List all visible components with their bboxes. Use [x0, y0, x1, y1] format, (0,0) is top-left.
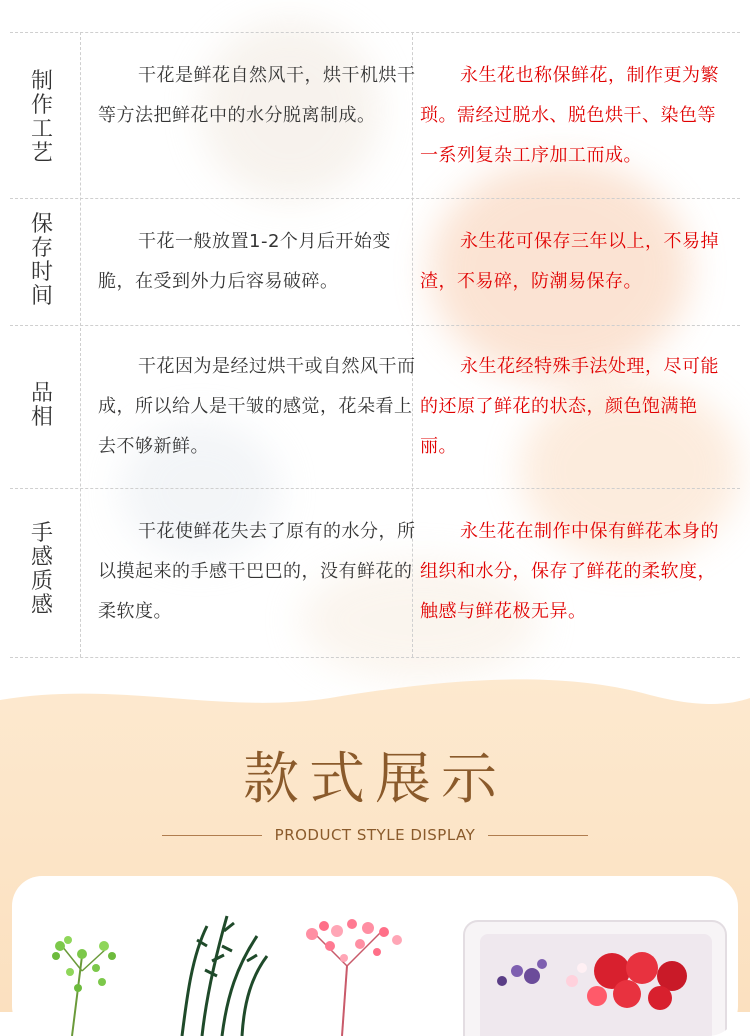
row-divider	[10, 32, 740, 33]
row-divider	[10, 488, 740, 489]
row-divider	[10, 657, 740, 658]
preserved-flower-shelf-life-text: 永生花可保存三年以上，不易掉渣，不易碎，防潮易保存。	[420, 231, 719, 292]
dry-flower-appearance-text: 干花因为是经过烘干或自然风干而成，所以给人是干皱的感觉，花朵看上去不够新鲜。	[98, 356, 416, 457]
row-divider	[10, 198, 740, 199]
preserved-flower-texture-text: 永生花在制作中保有鲜花本身的组织和水分，保存了鲜花的柔软度，触感与鲜花极无异。	[420, 521, 719, 622]
pink-gypsophila-image	[306, 919, 402, 1036]
section-subtitle: PRODUCT STYLE DISPLAY	[274, 826, 476, 844]
green-gypsophila-image	[52, 936, 116, 1036]
preserved-flower-craft-text: 永生花也称保鲜花，制作更为繁琐。需经过脱水、脱色烘干、染色等一系列复杂工序加工而成。	[420, 65, 719, 166]
product-display-card	[12, 876, 738, 1036]
row-label-shelf-life: 保存时间	[30, 212, 53, 309]
row-label-texture: 手感质感	[30, 521, 53, 618]
row-label-craft: 制作工艺	[30, 69, 53, 166]
flower-box-image	[464, 921, 726, 1036]
section-subtitle-row	[0, 826, 750, 846]
row-label-appearance: 品相	[30, 381, 53, 430]
section-title: 款式展示	[243, 747, 507, 812]
dry-flower-craft-text: 干花是鲜花自然风干，烘干机烘干等方法把鲜花中的水分脱离制成。	[98, 65, 416, 126]
column-divider	[80, 32, 81, 657]
dry-flower-texture-text: 干花使鲜花失去了原有的水分，所以摸起来的手感干巴巴的，没有鲜花的柔软度。	[98, 521, 416, 622]
row-divider	[10, 325, 740, 326]
dry-flower-shelf-life-text: 干花一般放置1-2个月后开始变脆，在受到外力后容易破碎。	[98, 231, 391, 292]
subtitle-line-right	[488, 835, 588, 836]
preserved-flower-appearance-text: 永生花经特殊手法处理，尽可能的还原了鲜花的状态，颜色饱满艳丽。	[420, 356, 719, 457]
product-images	[12, 876, 738, 1036]
green-fern-image	[182, 916, 267, 1036]
